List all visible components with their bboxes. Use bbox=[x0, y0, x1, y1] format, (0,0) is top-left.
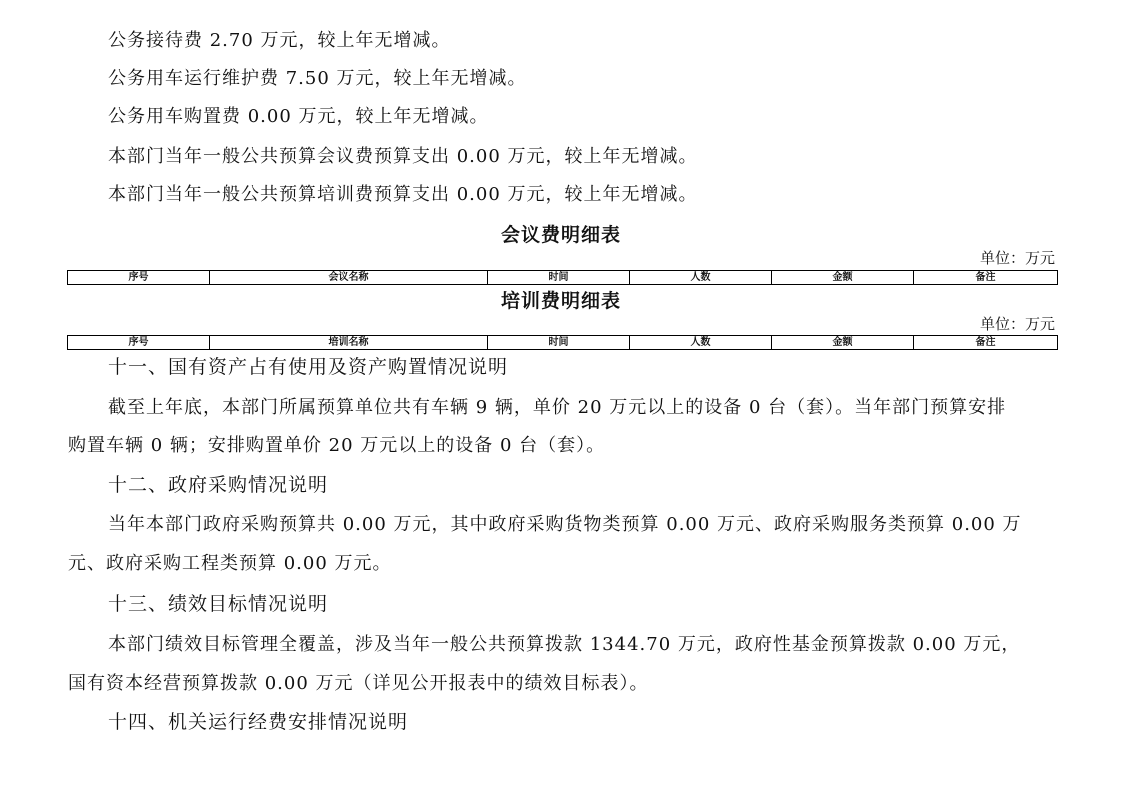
paragraph-training-cost: 本部门当年一般公共预算培训费预算支出 0.00 万元，较上年无增减。 bbox=[108, 184, 698, 205]
section-13-line-1: 本部门绩效目标管理全覆盖，涉及当年一般公共预算拨款 1344.70 万元，政府性基金预算拨款 0.00 万元， bbox=[108, 634, 1021, 655]
training-col-name: 培训名称 bbox=[210, 336, 488, 350]
training-col-time: 时间 bbox=[488, 336, 630, 350]
meeting-table bbox=[67, 270, 1058, 285]
meeting-col-remarks: 备注 bbox=[914, 271, 1058, 285]
training-col-index: 序号 bbox=[68, 336, 210, 350]
training-table-header-row bbox=[68, 336, 1058, 350]
section-12-line-1: 当年本部门政府采购预算共 0.00 万元，其中政府采购货物类预算 0.00 万元、政府采购服务类预算 0.00 万 bbox=[108, 514, 1022, 535]
meeting-col-name: 会议名称 bbox=[210, 271, 488, 285]
paragraph-meeting-cost: 本部门当年一般公共预算会议费预算支出 0.00 万元，较上年无增减。 bbox=[108, 146, 698, 167]
training-col-remarks: 备注 bbox=[914, 336, 1058, 350]
training-table-title: 培训费明细表 bbox=[500, 290, 621, 312]
section-11-line-1: 截至上年底，本部门所属预算单位共有车辆 9 辆，单价 20 万元以上的设备 0 台（套）。当年部门预算安排 bbox=[108, 397, 1007, 418]
paragraph-vehicle-maintenance: 公务用车运行维护费 7.50 万元，较上年无增减。 bbox=[108, 68, 527, 89]
paragraph-vehicle-purchase: 公务用车购置费 0.00 万元，较上年无增减。 bbox=[108, 106, 489, 127]
section-12-line-2: 元、政府采购工程类预算 0.00 万元。 bbox=[68, 553, 392, 574]
training-table bbox=[67, 335, 1058, 350]
meeting-col-amount: 金额 bbox=[772, 271, 914, 285]
meeting-table-title: 会议费明细表 bbox=[500, 224, 621, 246]
training-table-unit: 单位：万元 bbox=[979, 315, 1055, 333]
section-13-line-2: 国有资本经营预算拨款 0.00 万元（详见公开报表中的绩效目标表）。 bbox=[68, 673, 649, 694]
meeting-col-index: 序号 bbox=[68, 271, 210, 285]
section-11-line-2: 购置车辆 0 辆；安排购置单价 20 万元以上的设备 0 台（套）。 bbox=[68, 435, 606, 456]
meeting-table-header-row bbox=[68, 271, 1058, 285]
section-14-heading: 十四、机关运行经费安排情况说明 bbox=[108, 711, 409, 733]
section-11-heading: 十一、国有资产占有使用及资产购置情况说明 bbox=[108, 356, 509, 378]
section-13-heading: 十三、绩效目标情况说明 bbox=[108, 593, 329, 615]
meeting-table-unit: 单位：万元 bbox=[979, 249, 1055, 267]
training-col-people: 人数 bbox=[630, 336, 772, 350]
section-12-heading: 十二、政府采购情况说明 bbox=[108, 474, 329, 496]
paragraph-reception-cost: 公务接待费 2.70 万元，较上年无增减。 bbox=[108, 30, 451, 51]
meeting-col-time: 时间 bbox=[488, 271, 630, 285]
training-col-amount: 金额 bbox=[772, 336, 914, 350]
meeting-col-people: 人数 bbox=[630, 271, 772, 285]
